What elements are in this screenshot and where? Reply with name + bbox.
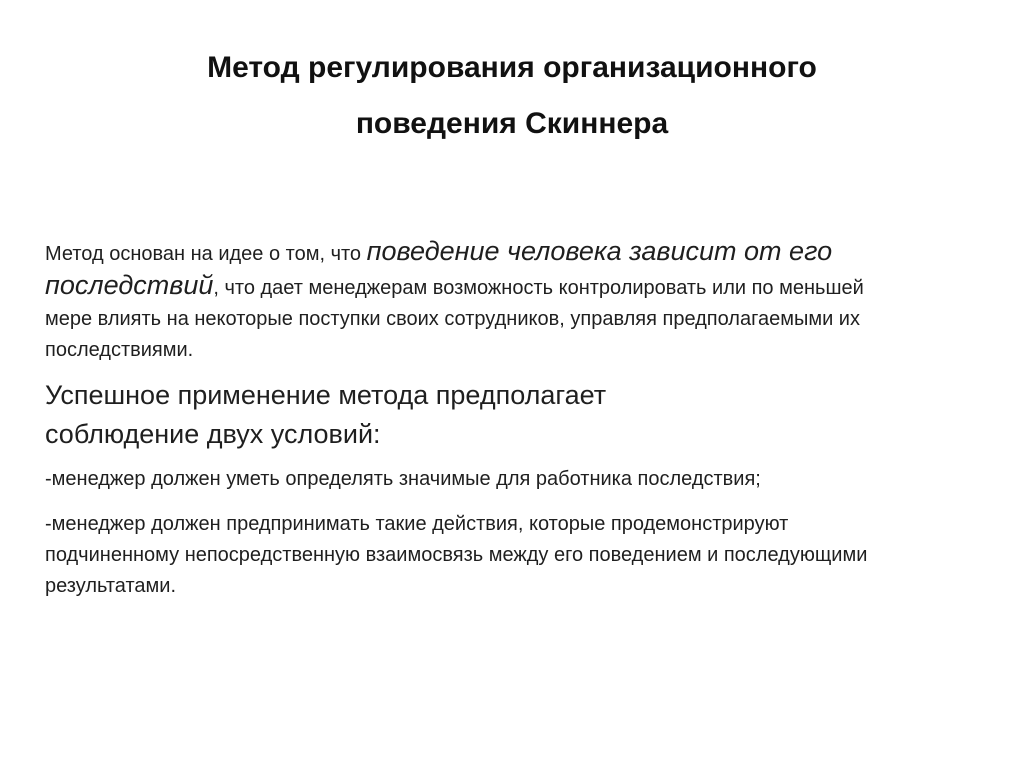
condition-item-1: -менеджер должен уметь определять значимые для работника последствия; (45, 468, 761, 490)
method-description (45, 236, 915, 366)
title-line-1: Метод регулирования организационного (207, 51, 817, 84)
condition-item-2: -менеджер должен предпринимать такие действия, которые продемонстрируют подчиненному непосредственную взаимосвязь между его поведением и последующими результатами. (45, 513, 868, 597)
method-description-tail: , что дает менеджерам возможность контролировать или по меньшей мере влиять на некоторые поступки своих сотрудников, управляя предполагаемыми их последствиями. (45, 277, 864, 361)
method-description-lead: Метод основан на идее о том, что (45, 243, 367, 265)
slide-body (45, 236, 915, 602)
title-line-2: поведения Скиннера (355, 107, 669, 140)
conditions-intro: Успешное применение метода предполагает соблюдение двух условий: (45, 380, 607, 449)
slide-title (60, 40, 964, 152)
method-description-emphasis: поведение человека зависит от его последствий (45, 236, 833, 300)
